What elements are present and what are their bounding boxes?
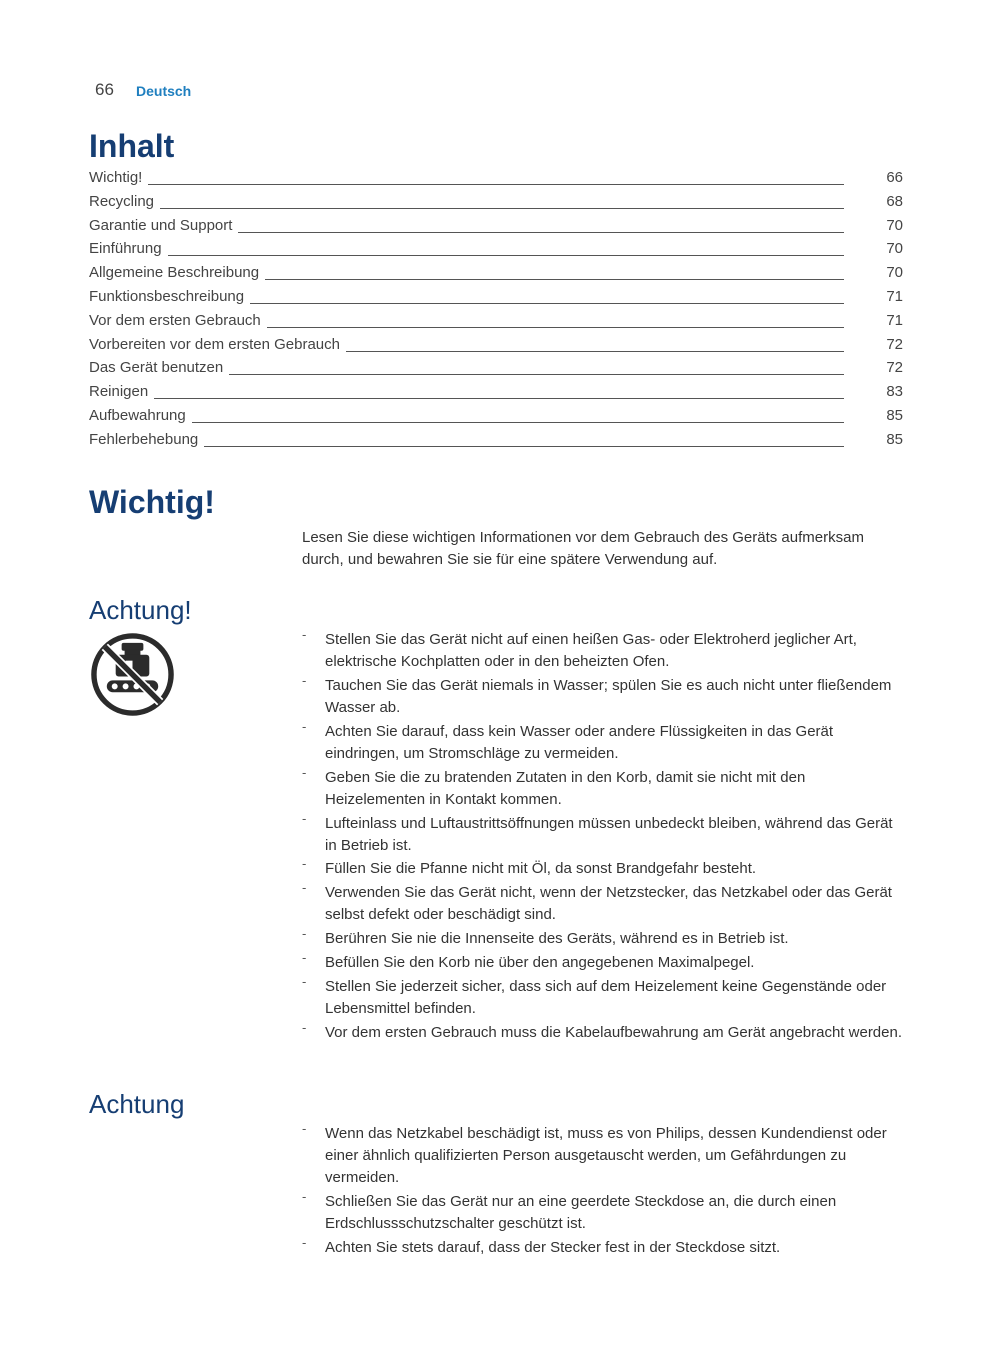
toc-leader-line [89, 255, 844, 256]
toc-entry-page: 71 [886, 311, 903, 329]
list-item [302, 764, 904, 811]
section-title-achtung-caution: Achtung [89, 1089, 185, 1119]
list-item [302, 629, 904, 673]
list-item-text: Achten Sie darauf, dass kein Wasser oder andere Flüssigkeiten in das Gerät eindringen, um Stromschläge zu vermeiden. [325, 722, 834, 762]
list-bullet: - [302, 672, 307, 688]
toc-entry-page: 68 [886, 192, 903, 210]
list-item-text: Füllen Sie die Pfanne nicht mit Öl, da sonst Brandgefahr besteht. [325, 860, 757, 878]
list-item-text: Verwenden Sie das Gerät nicht, wenn der Netzstecker, das Netzkabel oder das Gerät selbst defekt oder beschädigt sind. [325, 884, 892, 924]
toc-entry-page: 72 [886, 335, 903, 353]
toc-entry-page: 70 [886, 264, 903, 282]
list-item-text: Geben Sie die zu bratenden Zutaten in den Korb, damit sie nicht mit den Heizelementen in Kontakt kommen. [325, 768, 806, 808]
toc-leader-line [89, 398, 844, 399]
list-bullet: - [302, 1019, 307, 1035]
list-item-text: Berühren Sie nie die Innenseite des Geräts, während es in Betrieb ist. [325, 930, 789, 948]
toc-entry[interactable] [89, 429, 903, 453]
toc-entry[interactable] [89, 262, 903, 286]
list-bullet: - [302, 1121, 307, 1136]
list-item-text: Achten Sie stets darauf, dass der Stecker fest in der Steckdose sitzt. [325, 1238, 781, 1256]
toc-entry-label: Allgemeine Beschreibung [89, 262, 265, 284]
toc-leader-line [89, 184, 844, 185]
list-item-text: Stellen Sie das Gerät nicht auf einen heißen Gas- oder Elektroherd jeglicher Art, elektrische Kochplatten oder in den beheizten Ofen. [325, 631, 857, 670]
list-item-text: Stellen Sie jederzeit sicher, dass sich auf dem Heizelement keine Gegenstände oder Lebensmittel befinden. [325, 978, 887, 1018]
toc-entry[interactable] [89, 310, 903, 334]
toc-entry-label: Fehlerbehebung [89, 429, 204, 451]
toc-entry-label: Reinigen [89, 381, 154, 403]
caution-list [302, 1123, 904, 1261]
page-number: 66 [95, 80, 114, 99]
toc-leader-line [89, 422, 844, 423]
list-bullet: - [302, 856, 307, 872]
section-title-achtung-warning: Achtung! [89, 595, 192, 625]
list-bullet: - [302, 718, 307, 734]
toc-entry-label: Wichtig! [89, 167, 148, 189]
list-item-text: Befüllen Sie den Korb nie über den angegebenen Maximalpegel. [325, 954, 755, 972]
list-item [302, 976, 904, 1020]
toc-entry-label: Recycling [89, 191, 160, 213]
toc-entry[interactable] [89, 167, 903, 191]
toc-entry[interactable] [89, 357, 903, 381]
toc-entry-label: Das Gerät benutzen [89, 357, 229, 379]
list-item-text: Lufteinlass und Luftaustrittsöffnungen müssen unbedeckt bleiben, während das Gerät in Betrieb ist. [325, 814, 893, 854]
toc-entry[interactable] [89, 334, 903, 358]
toc-leader-line [89, 208, 844, 209]
toc-entry[interactable] [89, 381, 903, 405]
list-item-text: Tauchen Sie das Gerät niemals in Wasser; spülen Sie es auch nicht unter fließendem Wasser ab. [325, 676, 892, 716]
toc-entry-label: Garantie und Support [89, 215, 238, 237]
toc-entry-label: Funktionsbeschreibung [89, 286, 250, 308]
list-bullet: - [302, 627, 307, 642]
toc-entry-page: 85 [886, 430, 903, 448]
list-item [302, 1019, 904, 1044]
toc-entry-page: 70 [886, 216, 903, 234]
section-title-wichtig: Wichtig! [89, 484, 215, 520]
list-item [302, 1188, 904, 1235]
warning-list [302, 629, 904, 1046]
list-bullet: - [302, 974, 307, 990]
no-appliance-on-hot-stove-icon [89, 631, 176, 718]
toc-entry-page: 83 [886, 383, 903, 401]
list-bullet: - [302, 1234, 307, 1250]
list-item-text: Vor dem ersten Gebrauch muss die Kabelaufbewahrung am Gerät angebracht werden. [325, 1023, 903, 1041]
toc-entry-label: Aufbewahrung [89, 405, 192, 427]
toc-entry[interactable] [89, 215, 903, 239]
list-item [302, 952, 904, 974]
toc-entry-label: Einführung [89, 238, 168, 260]
list-item-text: Wenn das Netzkabel beschädigt ist, muss es von Philips, dessen Kundendienst oder einer ähnlich qualifizierten Person ausgetauscht werden, um Gefährdungen zu vermeiden. [325, 1125, 887, 1186]
list-item [302, 718, 904, 765]
list-item [302, 810, 904, 857]
toc-title: Inhalt [89, 128, 175, 164]
list-item [302, 858, 904, 880]
toc-entry-page: 71 [886, 287, 903, 305]
list-item [302, 1123, 904, 1189]
list-bullet: - [302, 880, 307, 896]
language-label: Deutsch [136, 83, 192, 99]
toc-entry-page: 70 [886, 240, 903, 258]
list-item [302, 1234, 904, 1259]
toc-entry[interactable] [89, 191, 903, 215]
table-of-contents [89, 167, 903, 453]
toc-entry-page: 66 [886, 169, 903, 186]
toc-entry[interactable] [89, 286, 903, 310]
list-item [302, 882, 904, 926]
toc-entry[interactable] [89, 405, 903, 429]
list-bullet: - [302, 764, 307, 780]
list-item [302, 928, 904, 950]
toc-entry-page: 72 [886, 359, 903, 377]
list-item [302, 672, 904, 719]
list-bullet: - [302, 810, 307, 826]
list-item-text: Schließen Sie das Gerät nur an eine geerdete Steckdose an, die durch einen Erdschlussschutzschalter geschützt ist. [325, 1192, 837, 1232]
list-bullet: - [302, 1188, 307, 1204]
list-bullet: - [302, 926, 307, 942]
toc-entry-label: Vor dem ersten Gebrauch [89, 310, 267, 332]
intro-paragraph: Lesen Sie diese wichtigen Informationen vor dem Gebrauch des Geräts aufmerksam durch, und bewahren Sie sie für eine spätere Verwendung auf. [302, 529, 864, 568]
list-bullet: - [302, 950, 307, 966]
toc-entry-label: Vorbereiten vor dem ersten Gebrauch [89, 334, 346, 356]
toc-entry[interactable] [89, 238, 903, 262]
toc-entry-page: 85 [886, 406, 903, 424]
